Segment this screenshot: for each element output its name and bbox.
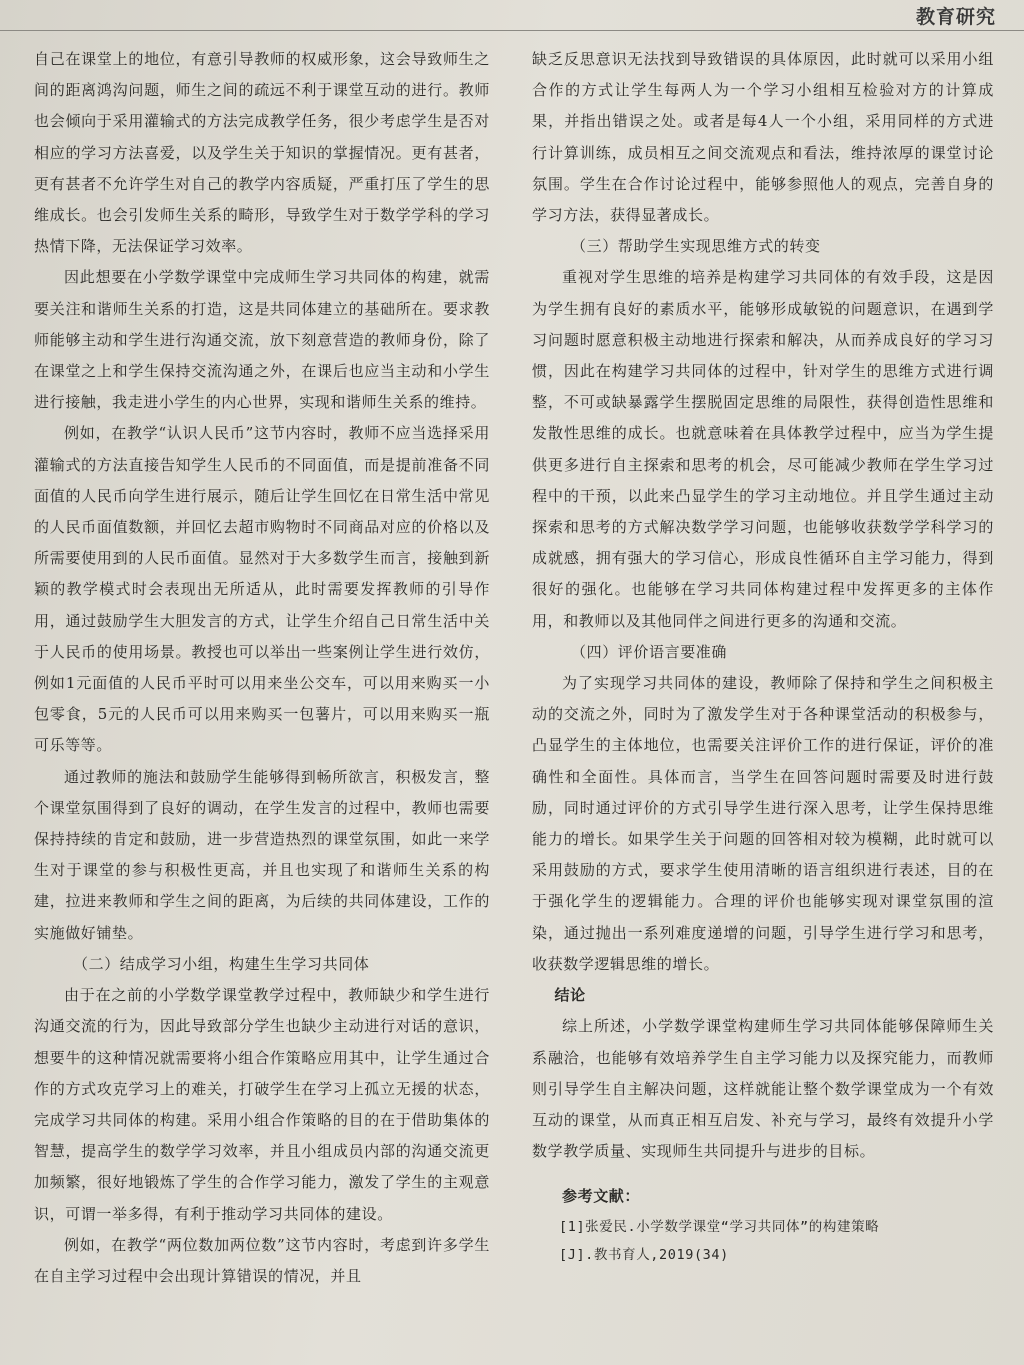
paragraph: 缺乏反思意识无法找到导致错误的具体原因，此时就可以采用小组合作的方式让学生每两人为一个学习小组相互检验对方的计算成果，并指出错误之处。或者是每4人一个小组，采用同样的方式进行计算训练，成员相互之间交流观点和看法，维持浓厚的课堂讨论氛围。学生在合作讨论过程中，能够参照他人的观点，完善自身的学习方法，获得显著成长。 xyxy=(532,50,994,225)
section-title: 教育研究 xyxy=(915,6,996,28)
left-column xyxy=(34,44,490,1292)
section-heading: （三）帮助学生实现思维方式的转变 xyxy=(571,237,821,256)
right-column xyxy=(532,44,994,1269)
paragraph: 自己在课堂上的地位，有意引导教师的权威形象，这会导致师生之间的距离鸿沟问题，师生之间的疏远不利于课堂互动的进行。教师也会倾向于采用灌输式的方法完成教学任务，很少考虑学生是否对相应的学习方法喜爱，以及学生关于知识的掌握情况。更有甚者，更有甚者不允许学生对自己的教学内容质疑，严重打压了学生的思维成长。也会引发师生关系的畸形，导致学生对于数学学科的学习热情下降，无法保证学习效率。 xyxy=(34,50,490,256)
page-header xyxy=(0,0,1024,31)
paragraph: 重视对学生思维的培养是构建学习共同体的有效手段，这是因为学生拥有良好的素质水平，能够形成敏锐的问题意识，在遇到学习问题时愿意积极主动地进行探索和解决，从而养成良好的学习习惯，因此在构建学习共同体的过程中，针对学生的思维方式进行调整，不可或缺暴露学生摆脱固定思维的局限性，获得创造性思维和发散性思维的成长。也就意味着在具体教学过程中，应当为学生提供更多进行自主探索和思考的机会，尽可能减少教师在学生学习过程中的干预，以此来凸显学生的学习主动地位。并且学生通过主动探索和思考的方式解决数学学习问题，也能够收获数学学科学习的成就感，拥有强大的学习信心，形成良性循环自主学习能力，得到很好的强化。也能够在学习共同体构建过程中发挥更多的主体作用，和教师以及其他同伴之间进行更多的沟通和交流。 xyxy=(532,268,994,630)
paragraph: 例如，在教学“两位数加两位数”这节内容时，考虑到许多学生在自主学习过程中会出现计算错误的情况，并且 xyxy=(34,1235,490,1285)
paragraph: 为了实现学习共同体的建设，教师除了保持和学生之间积极主动的交流之外，同时为了激发学生对于各种课堂活动的积极参与，凸显学生的主体地位，也需要关注评价工作的进行保证，评价的准确性和全面性。具体而言，当学生在回答问题时需要及时进行鼓励，同时通过评价的方式引导学生进行深入思考，让学生保持思维能力的增长。如果学生关于问题的回答相对较为模糊，此时就可以采用鼓励的方式，要求学生使用清晰的语言组织进行表述，目的在于强化学生的逻辑能力。合理的评价也能够实现对课堂氛围的渲染，通过抛出一系列难度递增的问题，引导学生进行学习和思考，收获数学逻辑思维的增长。 xyxy=(532,674,994,973)
paragraph: 由于在之前的小学数学课堂教学过程中，教师缺少和学生进行沟通交流的行为，因此导致部分学生也缺少主动进行对话的意识，想要牛的这种情况就需要将小组合作策略应用其中，让学生通过合作的方式攻克学习上的难关，打破学生在学习上孤立无援的状态，完成学习共同体的构建。采用小组合作策略的目的在于借助集体的智慧，提高学生的数学学习效率，并且小组成员内部的沟通交流更加频繁，很好地锻炼了学生的合作学习能力，激发了学生的主观意识，可谓一举多得，有利于推动学习共同体的建设。 xyxy=(34,986,490,1223)
section-heading: （二）结成学习小组，构建生生学习共同体 xyxy=(73,954,370,973)
reference-entry: [1]张爱民.小学数学课堂“学习共同体”的构建策略 xyxy=(559,1218,880,1235)
paragraph: 因此想要在小学数学课堂中完成师生学习共同体的构建，就需要关注和谐师生关系的打造，这是共同体建立的基础所在。要求教师能够主动和学生进行沟通交流，放下刻意营造的教师身份，除了在课堂之上和学生保持交流沟通之外，在课后也应当主动和小学生进行接触，我走进小学生的内心世界，实现和谐师生关系的维持。 xyxy=(34,268,490,412)
reference-entry-continued: [J].教书育人,2019(34) xyxy=(559,1246,729,1263)
section-heading: （四）评价语言要准确 xyxy=(571,642,728,661)
paragraph: 例如，在教学“认识人民币”这节内容时，教师不应当选择采用灌输式的方法直接告知学生人民币的不同面值，而是提前准备不同面值的人民币向学生进行展示，随后让学生回忆在日常生活中常见的人民币面值数额，并回忆去超市购物时不同商品对应的价格以及所需要使用到的人民币面值。显然对于大多数学生而言，接触到新颖的教学模式时会表现出无所适从，此时需要发挥教师的引导作用，通过鼓励学生大胆发言的方式，让学生介绍自己日常生活中关于人民币的使用场景。教授也可以举出一些案例让学生进行效仿，例如1元面值的人民币平时可以用来坐公交车，可以用来购买一小包零食，5元的人民币可以用来购买一包薯片，可以用来购买一瓶可乐等等。 xyxy=(34,424,490,755)
paragraph: 综上所述，小学数学课堂构建师生学习共同体能够保障师生关系融洽，也能够有效培养学生自主学习能力以及探究能力，而教师则引导学生自主解决问题，这样就能让整个数学课堂成为一个有效互动的课堂，从而真正相互启发、补充与学习，最终有效提升小学数学教学质量、实现师生共同提升与进步的目标。 xyxy=(532,1017,994,1161)
references-heading: 参考文献： xyxy=(562,1187,641,1206)
conclusion-heading: 结论 xyxy=(554,986,586,1005)
paragraph: 通过教师的施法和鼓励学生能够得到畅所欲言，积极发言，整个课堂氛围得到了良好的调动，在学生发言的过程中，教师也需要保持持续的肯定和鼓励，进一步营造热烈的课堂氛围，如此一来学生对于课堂的参与积极性更高，并且也实现了和谐师生关系的构建，拉进来教师和学生之间的距离，为后续的共同体建设，工作的实施做好铺垫。 xyxy=(34,767,490,942)
